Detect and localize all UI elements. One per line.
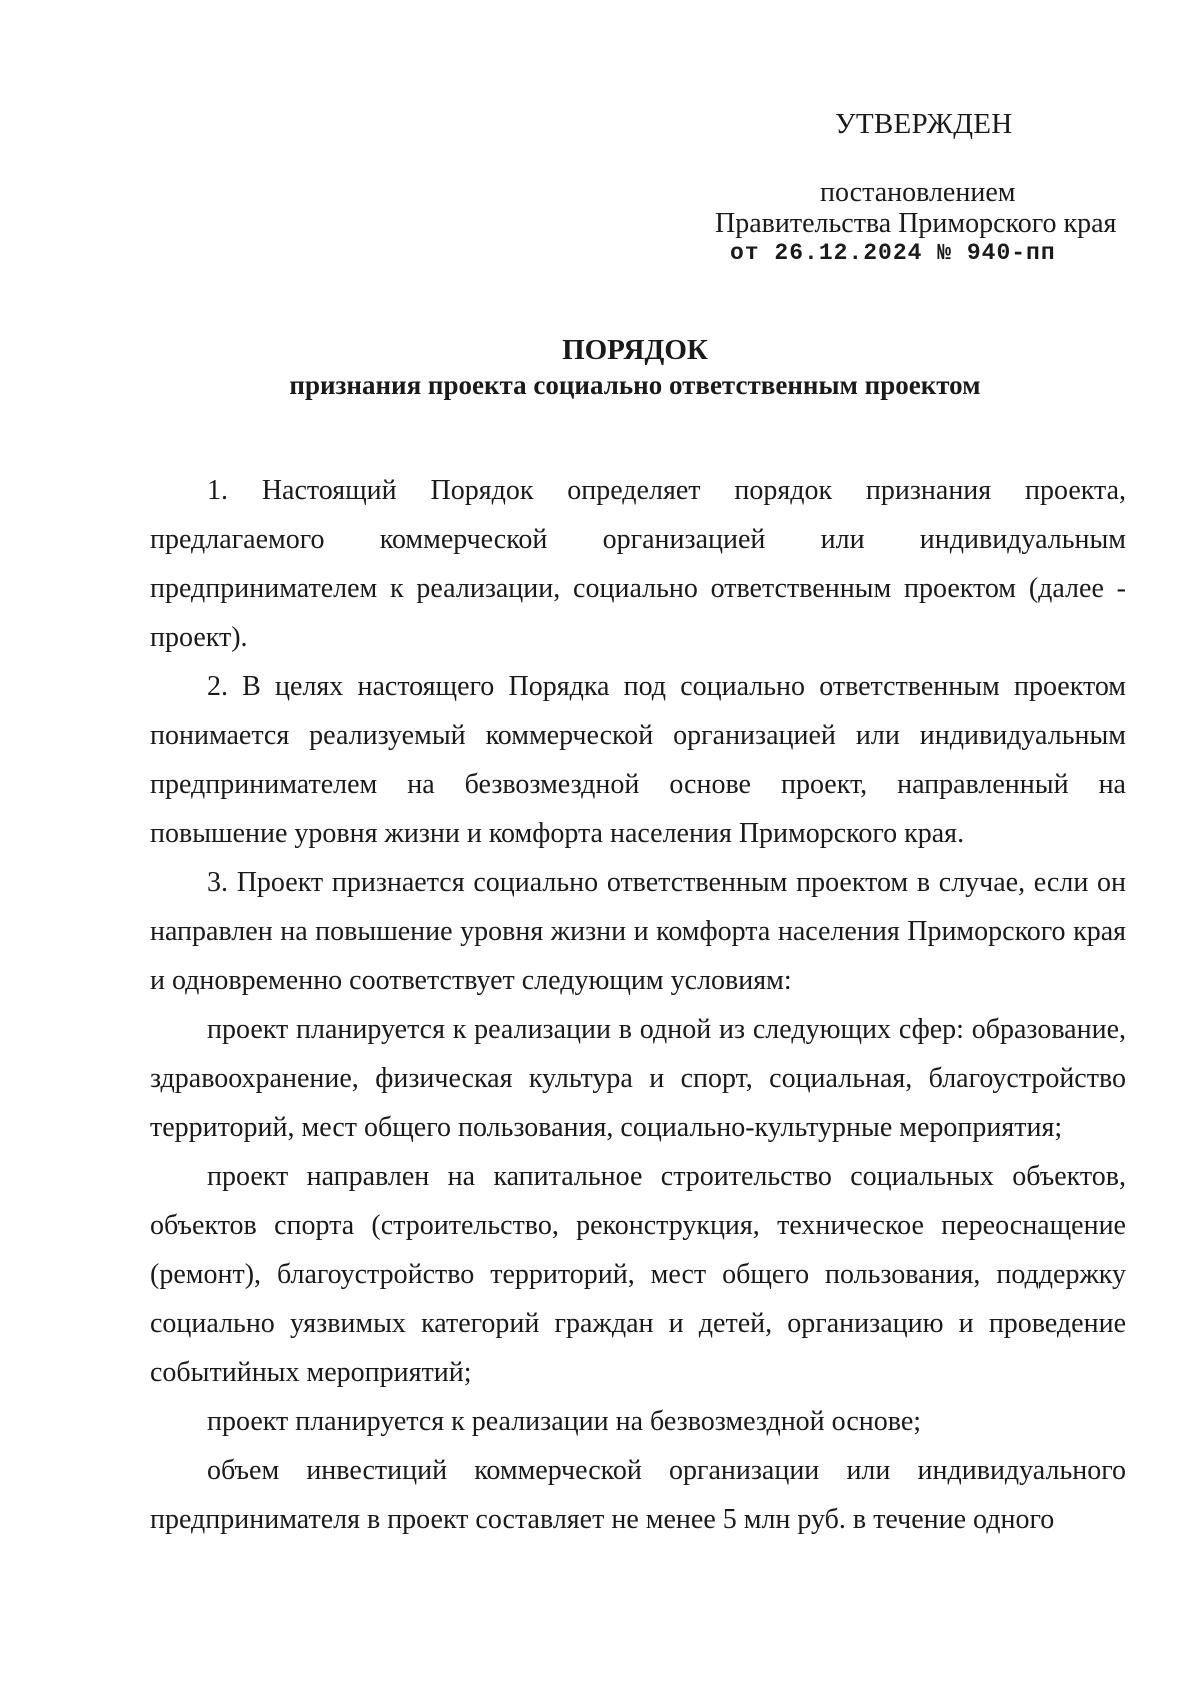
condition-spheres: проект планируется к реализации в одной из следующих сфер: образование, здравоохранение, физическая культура и спорт, социальная, благоустройство территорий, мест общего пользования, социально-культурные мероприятия; bbox=[150, 1014, 1126, 1143]
condition-directions: проект направлен на капитальное строительство социальных объектов, объектов спорта (строительство, реконструкция, техническое переоснащение (ремонт), благоустройство территорий, мест общего пользования, поддержку социально уязвимых категорий граждан и детей, организацию и проведение событийных мероприятий; bbox=[150, 1161, 1126, 1388]
paragraph-2: 2. В целях настоящего Порядка под социально ответственным проектом понимается реализуемый коммерческой организацией или индивидуальным предпринимателем на безвозмездной основе проект, направленный на повышение уровня жизни и комфорта населения Приморского края. bbox=[150, 671, 1126, 849]
approval-block bbox=[0, 0, 1200, 270]
condition-investment: объем инвестиций коммерческой организации или индивидуального предпринимателя в проект составляет не менее 5 млн руб. в течение одного bbox=[150, 1455, 1126, 1535]
paragraph-3: 3. Проект признается социально ответственным проектом в случае, если он направлен на повышение уровня жизни и комфорта населения Приморского края и одновременно соответствует следующим условиям: bbox=[150, 867, 1126, 996]
approval-resolution-line: постановлением bbox=[820, 177, 1016, 208]
approval-date-number-stamp: от 26.12.2024 № 940-пп bbox=[730, 240, 1056, 266]
document-body bbox=[150, 466, 1126, 1544]
approved-label: УТВЕРЖДЕН bbox=[835, 108, 1013, 140]
document-title: ПОРЯДОК bbox=[562, 334, 708, 366]
document-subtitle: признания проекта социально ответственным проектом bbox=[289, 370, 981, 400]
paragraph-1: 1. Настоящий Порядок определяет порядок признания проекта, предлагаемого коммерческой организацией или индивидуальным предпринимателем к реализации, социально ответственным проектом (далее - проект). bbox=[150, 475, 1126, 653]
approval-government-line: Правительства Приморского края bbox=[715, 208, 1117, 239]
condition-free-basis: проект планируется к реализации на безвозмездной основе; bbox=[207, 1406, 922, 1437]
